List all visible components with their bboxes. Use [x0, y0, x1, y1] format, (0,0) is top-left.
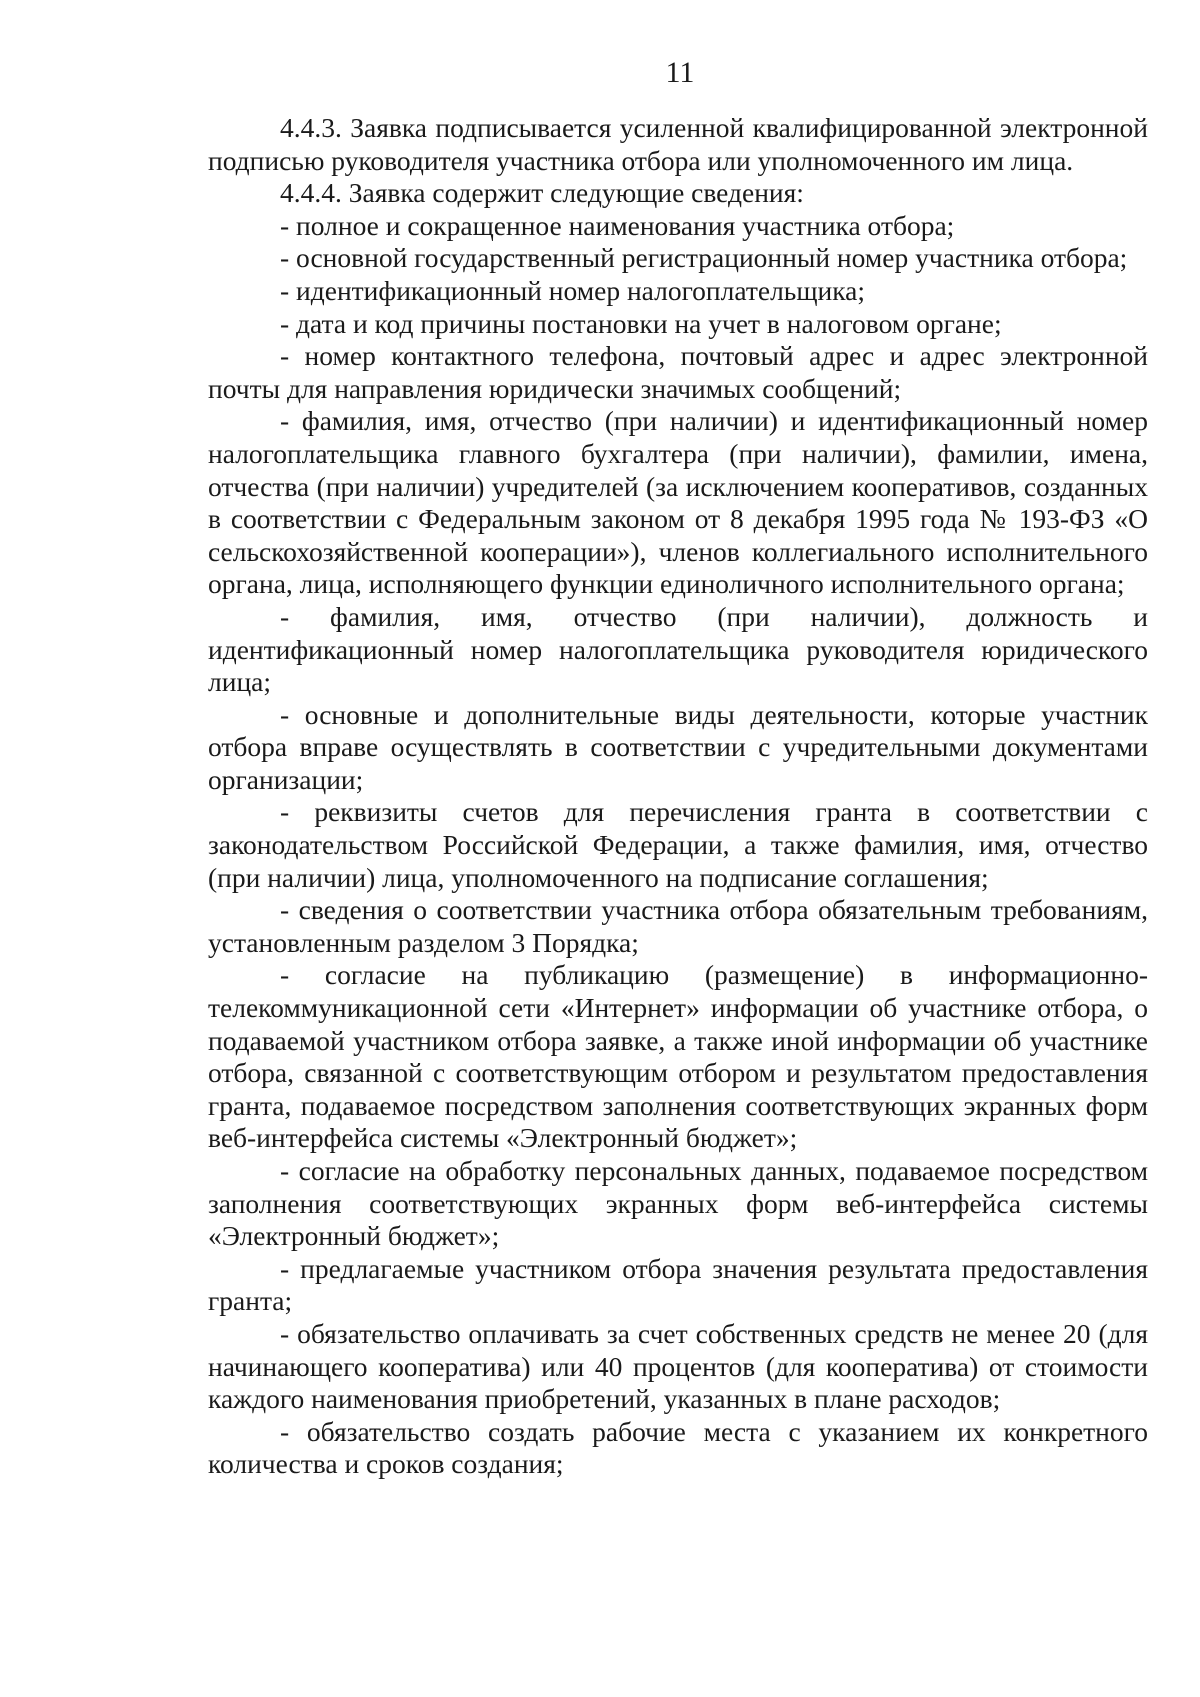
list-item: - идентификационный номер налогоплательщика; [280, 274, 866, 306]
page-number: 11 [665, 56, 695, 89]
list-item: - реквизиты счетов для перечисления гранта в соответствии с законодательством Российской Федерации, а также фамилия, имя, отчество (при наличии) лица, уполномоченного на подписание соглашения; [208, 796, 1148, 893]
list-item: - номер контактного телефона, почтовый адрес и адрес электронной почты для направления юридически значимых сообщений; [208, 340, 1148, 404]
list-item: - сведения о соответствии участника отбора обязательным требованиям, установленным разделом 3 Порядка; [208, 894, 1148, 958]
list-item: - согласие на публикацию (размещение) в информационно-телекоммуникационной сети «Интернет» информации об участнике отбора, о подаваемой участником отбора заявке, а также иной информации об участнике отбора, связанной с соответствующим отбором и результатом предоставления гранта, подаваемое посредством заполнения соответствующих экранных форм веб-интерфейса системы «Электронный бюджет»; [208, 959, 1148, 1154]
list-item: - полное и сокращенное наименования участника отбора; [280, 209, 955, 241]
list-item: - основной государственный регистрационный номер участника отбора; [280, 242, 1128, 274]
paragraph-4-4-4: 4.4.4. Заявка содержит следующие сведения: [280, 177, 804, 209]
list-item: - дата и код причины постановки на учет в налоговом органе; [280, 307, 1002, 339]
list-item: - фамилия, имя, отчество (при наличии), должность и идентификационный номер налогоплательщика руководителя юридического лица; [208, 600, 1148, 698]
list-item: - обязательство создать рабочие места с указанием их конкретного количества и сроков создания; [208, 1415, 1148, 1480]
paragraph-4-4-3: 4.4.3. Заявка подписывается усиленной квалифицированной электронной подписью руководителя участника отбора или уполномоченного им лица. [208, 112, 1148, 176]
list-item: - обязательство оплачивать за счет собственных средств не менее 20 (для начинающего кооператива) или 40 процентов (для кооператива) от стоимости каждого наименования приобретений, указанных в плане расходов; [208, 1317, 1148, 1415]
list-item: - основные и дополнительные виды деятельности, которые участник отбора вправе осуществлять в соответствии с учредительными документами организации; [208, 698, 1148, 795]
list-item: - предлагаемые участником отбора значения результата предоставления гранта; [208, 1252, 1148, 1317]
document-body [208, 112, 1148, 1481]
list-item: - согласие на обработку персональных данных, подаваемое посредством заполнения соответствующих экранных форм веб-интерфейса системы «Электронный бюджет»; [208, 1155, 1148, 1252]
list-item: - фамилия, имя, отчество (при наличии) и идентификационный номер налогоплательщика главного бухгалтера (при наличии), фамилии, имена, отчества (при наличии) учредителей (за исключением кооперативов, созданных в соответствии с Федеральным законом от 8 декабря 1995 года № 193-ФЗ «О сельскохозяйственной кооперации»), членов коллегиального исполнительного органа, лица, исполняющего функции единоличного исполнительного органа; [208, 405, 1148, 600]
